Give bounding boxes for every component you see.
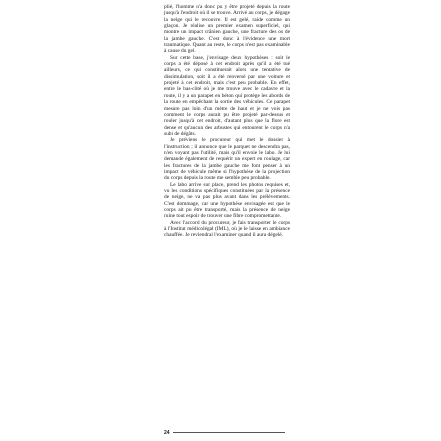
body-text	[164, 4, 290, 239]
paragraph-4: Le labo arrive sur place, prend les photos requises et, vu les conditions spécifiques constituées par la présence de neige, ne va pas plus avant dans les prélèvements. C'est dommage, car une hypothèse envisagée est que le corps ait pu être transporté, mais la présence de neige ruine tout espoir de trouver une fibre compromettante.	[164, 181, 290, 220]
paragraph-1: plié, l'homme n'a donc pu y être projeté depuis la route jusqu'à l'endroit où il se trouve. Arrivé au corps, je dégage la neige qui le recouvre. Il est gelé, raide comme un glaçon. Je réalise un premier examen superficiel, qui montre un impact crânien gauche, une fracture des os de la jambe gauche. C'est donc à l'évidence une mort traumatique. Quant au reste, le corps n'est pas examinable à cause du gel.	[164, 4, 290, 55]
paragraph-3: Je préviens le procureur qui met le dossier à l'instruction ; il annonce que le parquet ne descendra pas, n'en voyant pas l'utilité, mais qu'il envoie le labo. Je lui demande également de requérir un expert en roulage, car les fractures de la jambe gauche me font penser à un impact de véhicule même si l'hypothèse de la projection du corps depuis la route me semble peu probable.	[164, 137, 290, 182]
footer-rule	[173, 432, 285, 433]
paragraph-5: Avec l'accord du procureur, je fais transporter le corps à l'Institut médicolégal (IML), où je le laisse en ambiance chauffée. Je reviendrai l'examiner quand il aura dégelé.	[164, 219, 290, 239]
paragraph-2: Sur cette base, j'envisage deux hypothèses : soit le corps a été déposé à cet endroit après qu'il a été tué ailleurs, ce qui constituerait alors une tentative de dissimulation, soit il a été renversé par une voiture et projeté à cet endroit, mais c'est peu probable. En effet, entre le bas-côté où je me trouve avec le cadavre et la route, il y a un parapet en béton qui protège les abords de la route en empêchant la sortie des véhicules. Ce parapet mesure pas loin d'un mètre de haut et je ne vois pas comment le corps aurait pu être projeté par-dessus et rouler jusqu'à cet endroit, d'autant plus que la flore est dense et qu'aucun des arbustes qui entourent le corps n'a subi de dégâts.	[164, 54, 290, 137]
page-footer	[164, 430, 290, 436]
page-number: 24	[164, 430, 170, 436]
